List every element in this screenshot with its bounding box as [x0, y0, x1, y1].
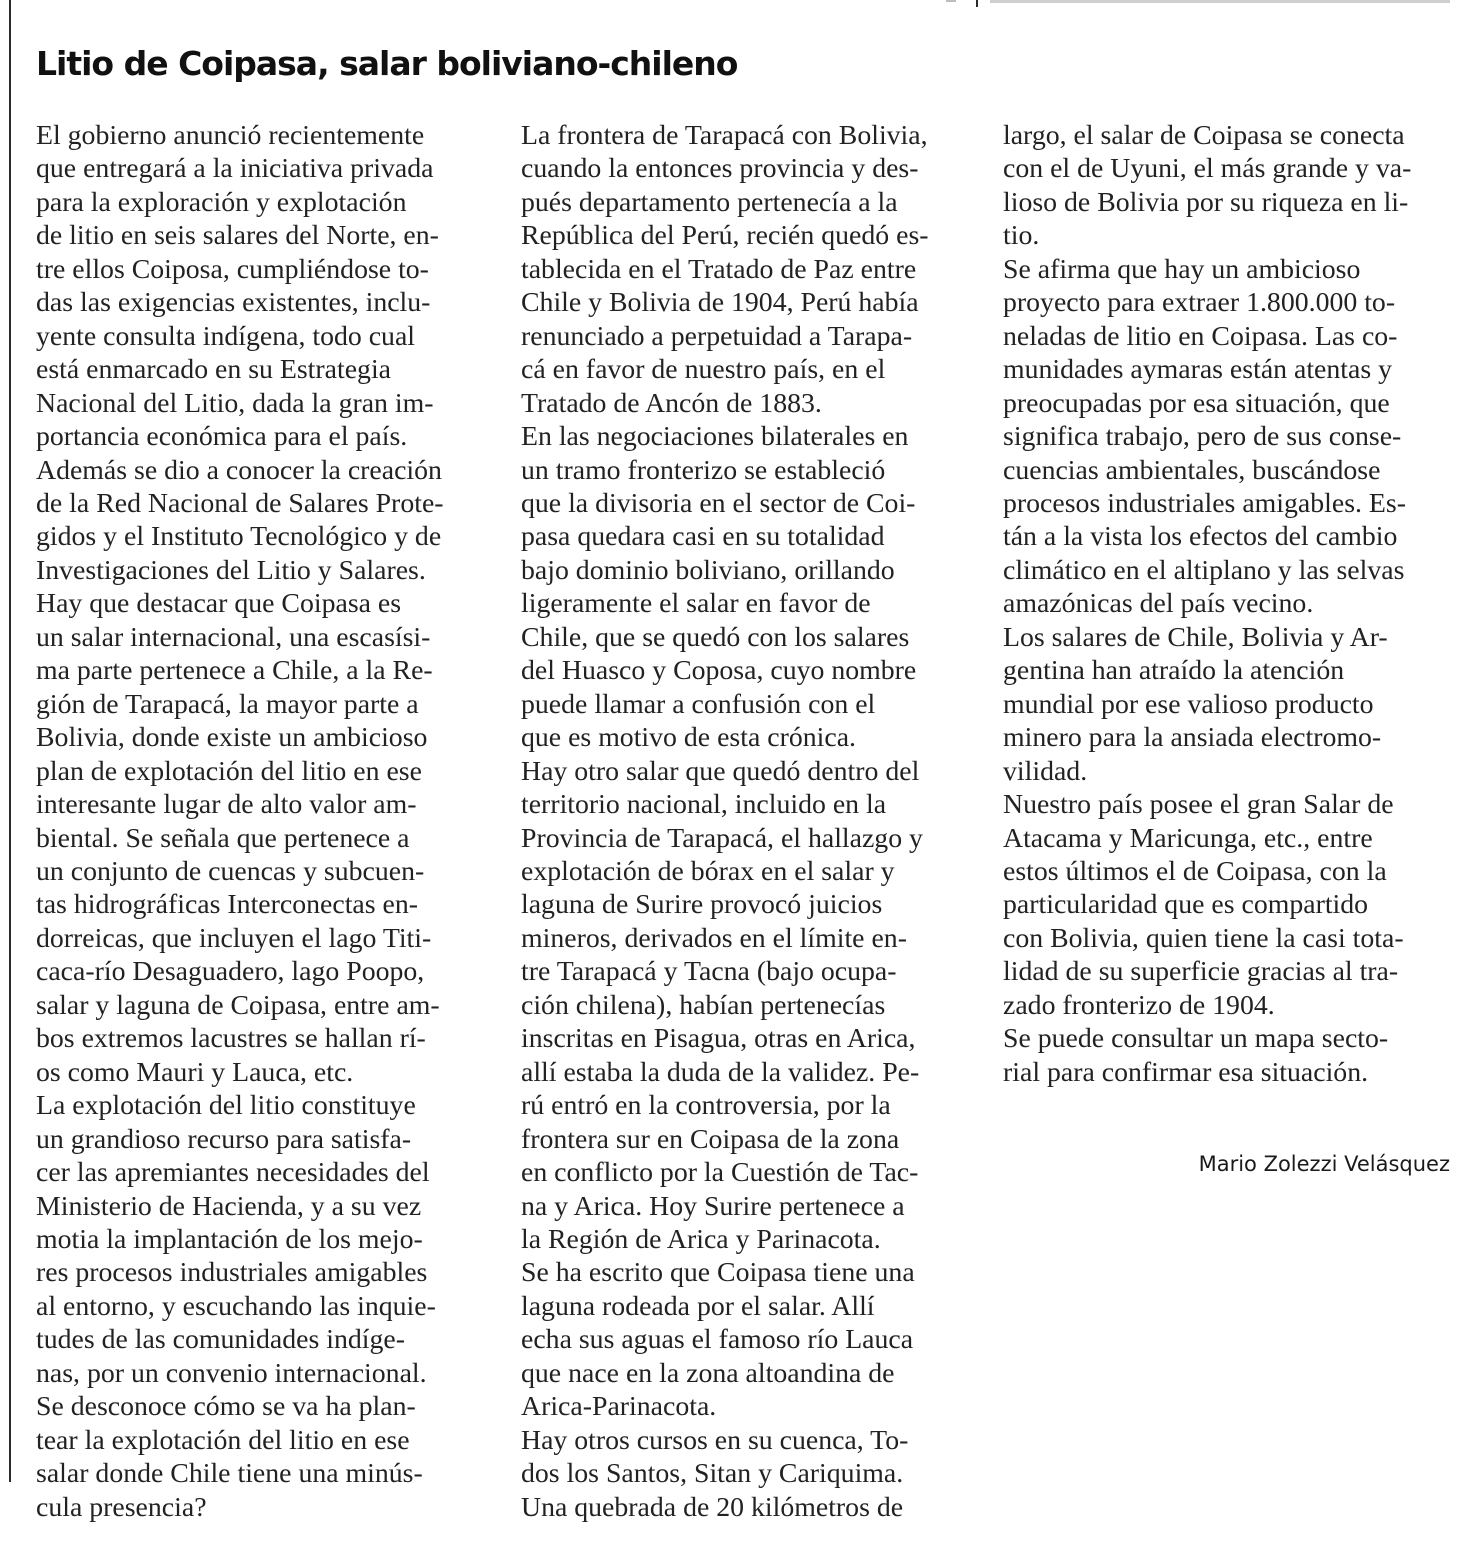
text-line: puede llamar a confusión con el — [521, 688, 876, 720]
text-line: La frontera de Tarapacá con Bolivia, — [521, 120, 928, 151]
text-line: tre Tarapacá y Tacna (bajo ocupa- — [521, 956, 897, 988]
text-line: de la Red Nacional de Salares Prote- — [36, 487, 444, 519]
text-line: República del Perú, recién quedó es- — [521, 220, 929, 252]
text-line: cuencias ambientales, buscándose — [1003, 454, 1381, 486]
text-line: salar y laguna de Coipasa, entre am- — [36, 989, 440, 1021]
text-line: un conjunto de cuencas y subcuen- — [36, 855, 425, 887]
text-line: Se afirma que hay un ambicioso — [1003, 253, 1361, 285]
text-line: al entorno, y escuchando las inquie- — [36, 1290, 436, 1322]
text-line: laguna rodeada por el salar. Allí — [521, 1290, 875, 1322]
text-line: proyecto para extraer 1.800.000 to- — [1003, 287, 1396, 319]
text-line: El gobierno anunció recientemente — [36, 120, 425, 151]
text-line: motia la implantación de los mejo- — [36, 1223, 423, 1255]
text-line: cer las apremiantes necesidades del — [36, 1157, 430, 1189]
article-column-2 — [521, 119, 971, 1524]
text-line: Se desconoce cómo se va ha plan- — [36, 1391, 416, 1423]
text-line: Bolivia, donde existe un ambicioso — [36, 722, 428, 754]
text-line: procesos industriales amigables. Es- — [1003, 487, 1406, 519]
text-line: Hay otros cursos en su cuenca, To- — [521, 1424, 909, 1456]
text-line: res procesos industriales amigables — [36, 1257, 428, 1289]
text-line: amazónicas del país vecino. — [1003, 588, 1314, 620]
text-line: das las exigencias existentes, inclu- — [36, 287, 431, 319]
text-line: caca-río Desaguadero, lago Poopo, — [36, 956, 425, 988]
text-line: la Región de Arica y Parinacota. — [521, 1223, 881, 1255]
text-line: dos los Santos, Sitan y Cariquima. — [521, 1458, 904, 1490]
text-line: tablecida en el Tratado de Paz entre — [521, 253, 917, 285]
text-line: allí estaba la duda de la validez. Pe- — [521, 1056, 920, 1088]
text-line: munidades aymaras están atentas y — [1003, 354, 1393, 386]
text-line: particularidad que es compartido — [1003, 889, 1369, 921]
text-line: gidos y el Instituto Tecnológico y de — [36, 521, 442, 553]
text-line: mundial por ese valioso producto — [1003, 688, 1374, 720]
text-line: Además se dio a conocer la creación — [36, 454, 442, 486]
text-line: Hay que destacar que Coipasa es — [36, 588, 402, 620]
text-line: de litio en seis salares del Norte, en- — [36, 220, 439, 252]
text-line: dorreicas, que incluyen el lago Titi- — [36, 922, 432, 954]
text-line: cuando la entonces provincia y des- — [521, 153, 919, 185]
text-line: os como Mauri y Lauca, etc. — [36, 1056, 354, 1088]
text-line: rú entró en la controversia, por la — [521, 1090, 891, 1122]
text-line: rial para confirmar esa situación. — [1003, 1056, 1369, 1088]
text-line: climático en el altiplano y las selvas — [1003, 554, 1405, 586]
text-line: que la divisoria en el sector de Coi- — [521, 487, 916, 519]
text-line: para la exploración y explotación — [36, 186, 407, 218]
text-line: mineros, derivados en el límite en- — [521, 922, 907, 954]
text-line: está enmarcado en su Estrategia — [36, 354, 392, 386]
text-line: preocupadas por esa situación, que — [1003, 387, 1390, 419]
text-line: gión de Tarapacá, la mayor parte a — [36, 688, 419, 720]
text-line: yente consulta indígena, todo cual — [36, 320, 416, 352]
text-line: na y Arica. Hoy Surire pertenece a — [521, 1190, 905, 1222]
text-line: tas hidrográficas Interconectas en- — [36, 889, 419, 921]
text-line: Ministerio de Hacienda, y a su vez — [36, 1190, 422, 1222]
left-column-rule — [9, 0, 11, 1482]
author-signature: Mario Zolezzi Velásquez — [1198, 1152, 1450, 1176]
text-line: ción chilena), habían pertenecías — [521, 989, 886, 1021]
text-line: un tramo fronterizo se estableció — [521, 454, 886, 486]
text-line: lidad de su superficie gracias al tra- — [1003, 956, 1399, 988]
article-column-3 — [1003, 119, 1453, 1089]
text-line: nas, por un convenio internacional. — [36, 1357, 427, 1389]
text-line: portancia económica para el país. — [36, 421, 408, 453]
text-line: frontera sur en Coipasa de la zona — [521, 1123, 900, 1155]
text-line: un salar internacional, una escasísi- — [36, 621, 431, 653]
text-line: En las negociaciones bilaterales en — [521, 421, 909, 453]
text-line: Se ha escrito que Coipasa tiene una — [521, 1257, 915, 1289]
text-line: significa trabajo, pero de sus conse- — [1003, 421, 1402, 453]
text-line: que entregará a la iniciativa privada — [36, 153, 434, 185]
top-edge-rule — [990, 0, 1450, 3]
text-line: con Bolivia, quien tiene la casi tota- — [1003, 922, 1404, 954]
text-line: laguna de Surire provocó juicios — [521, 889, 883, 921]
text-line: Nacional del Litio, dada la gran im- — [36, 387, 434, 419]
text-line: pasa quedara casi en su totalidad — [521, 521, 885, 553]
text-line: territorio nacional, incluido en la — [521, 789, 887, 821]
text-line: biental. Se señala que pertenece a — [36, 822, 410, 854]
text-line: Chile y Bolivia de 1904, Perú había — [521, 287, 919, 319]
text-line: La explotación del litio constituye — [36, 1090, 416, 1122]
text-line: en conflicto por la Cuestión de Tac- — [521, 1157, 919, 1189]
text-line: del Huasco y Coposa, cuyo nombre — [521, 655, 917, 687]
text-line: Hay otro salar que quedó dentro del — [521, 755, 920, 787]
text-line: zado fronterizo de 1904. — [1003, 989, 1275, 1021]
text-line: estos últimos el de Coipasa, con la — [1003, 855, 1387, 887]
text-line: Nuestro país posee el gran Salar de — [1003, 789, 1394, 821]
text-line: Una quebrada de 20 kilómetros de — [521, 1491, 904, 1523]
text-line: vilidad. — [1003, 755, 1088, 787]
text-line: tre ellos Coiposa, cumpliéndose to- — [36, 253, 429, 285]
text-line: neladas de litio en Coipasa. Las co- — [1003, 320, 1398, 352]
text-line: con el de Uyuni, el más grande y va- — [1003, 153, 1412, 185]
text-line: largo, el salar de Coipasa se conecta — [1003, 120, 1405, 151]
text-line: tio. — [1003, 220, 1040, 252]
text-line: minero para la ansiada electromo- — [1003, 722, 1382, 754]
text-line: plan de explotación del litio en ese — [36, 755, 422, 787]
article-column-1 — [36, 119, 486, 1524]
text-line: ligeramente el salar en favor de — [521, 588, 871, 620]
text-line: Los salares de Chile, Bolivia y Ar- — [1003, 621, 1388, 653]
text-line: salar donde Chile tiene una minús- — [36, 1458, 423, 1490]
text-line: pués departamento pertenecía a la — [521, 186, 898, 218]
article-headline: Litio de Coipasa, salar boliviano-chileno — [36, 44, 738, 83]
text-line: tán a la vista los efectos del cambio — [1003, 521, 1398, 553]
text-line: inscritas en Pisagua, otras en Arica, — [521, 1023, 916, 1055]
text-line: Tratado de Ancón de 1883. — [521, 387, 822, 419]
column-divider-tick — [976, 0, 978, 7]
top-edge-mark — [946, 0, 956, 2]
text-line: Provincia de Tarapacá, el hallazgo y — [521, 822, 923, 854]
text-line: un grandioso recurso para satisfa- — [36, 1123, 412, 1155]
text-line: bajo dominio boliviano, orillando — [521, 554, 895, 586]
text-line: cá en favor de nuestro país, en el — [521, 354, 886, 386]
text-line: explotación de bórax en el salar y — [521, 855, 895, 887]
text-line: gentina han atraído la atención — [1003, 655, 1345, 687]
text-line: renunciado a perpetuidad a Tarapa- — [521, 320, 913, 352]
text-line: tudes de las comunidades indíge- — [36, 1324, 405, 1356]
text-line: ma parte pertenece a Chile, a la Re- — [36, 655, 433, 687]
text-line: Chile, que se quedó con los salares — [521, 621, 910, 653]
text-line: que nace en la zona altoandina de — [521, 1357, 895, 1389]
text-line: Atacama y Maricunga, etc., entre — [1003, 822, 1373, 854]
text-line: tear la explotación del litio en ese — [36, 1424, 410, 1456]
text-line: bos extremos lacustres se hallan rí- — [36, 1023, 426, 1055]
text-line: interesante lugar de alto valor am- — [36, 789, 417, 821]
text-line: cula presencia? — [36, 1491, 207, 1523]
text-line: que es motivo de esta crónica. — [521, 722, 856, 754]
text-line: Se puede consultar un mapa secto- — [1003, 1023, 1389, 1055]
text-line: echa sus aguas el famoso río Lauca — [521, 1324, 914, 1356]
text-line: Arica-Parinacota. — [521, 1391, 717, 1423]
text-line: Investigaciones del Litio y Salares. — [36, 554, 426, 586]
text-line: lioso de Bolivia por su riqueza en li- — [1003, 186, 1409, 218]
